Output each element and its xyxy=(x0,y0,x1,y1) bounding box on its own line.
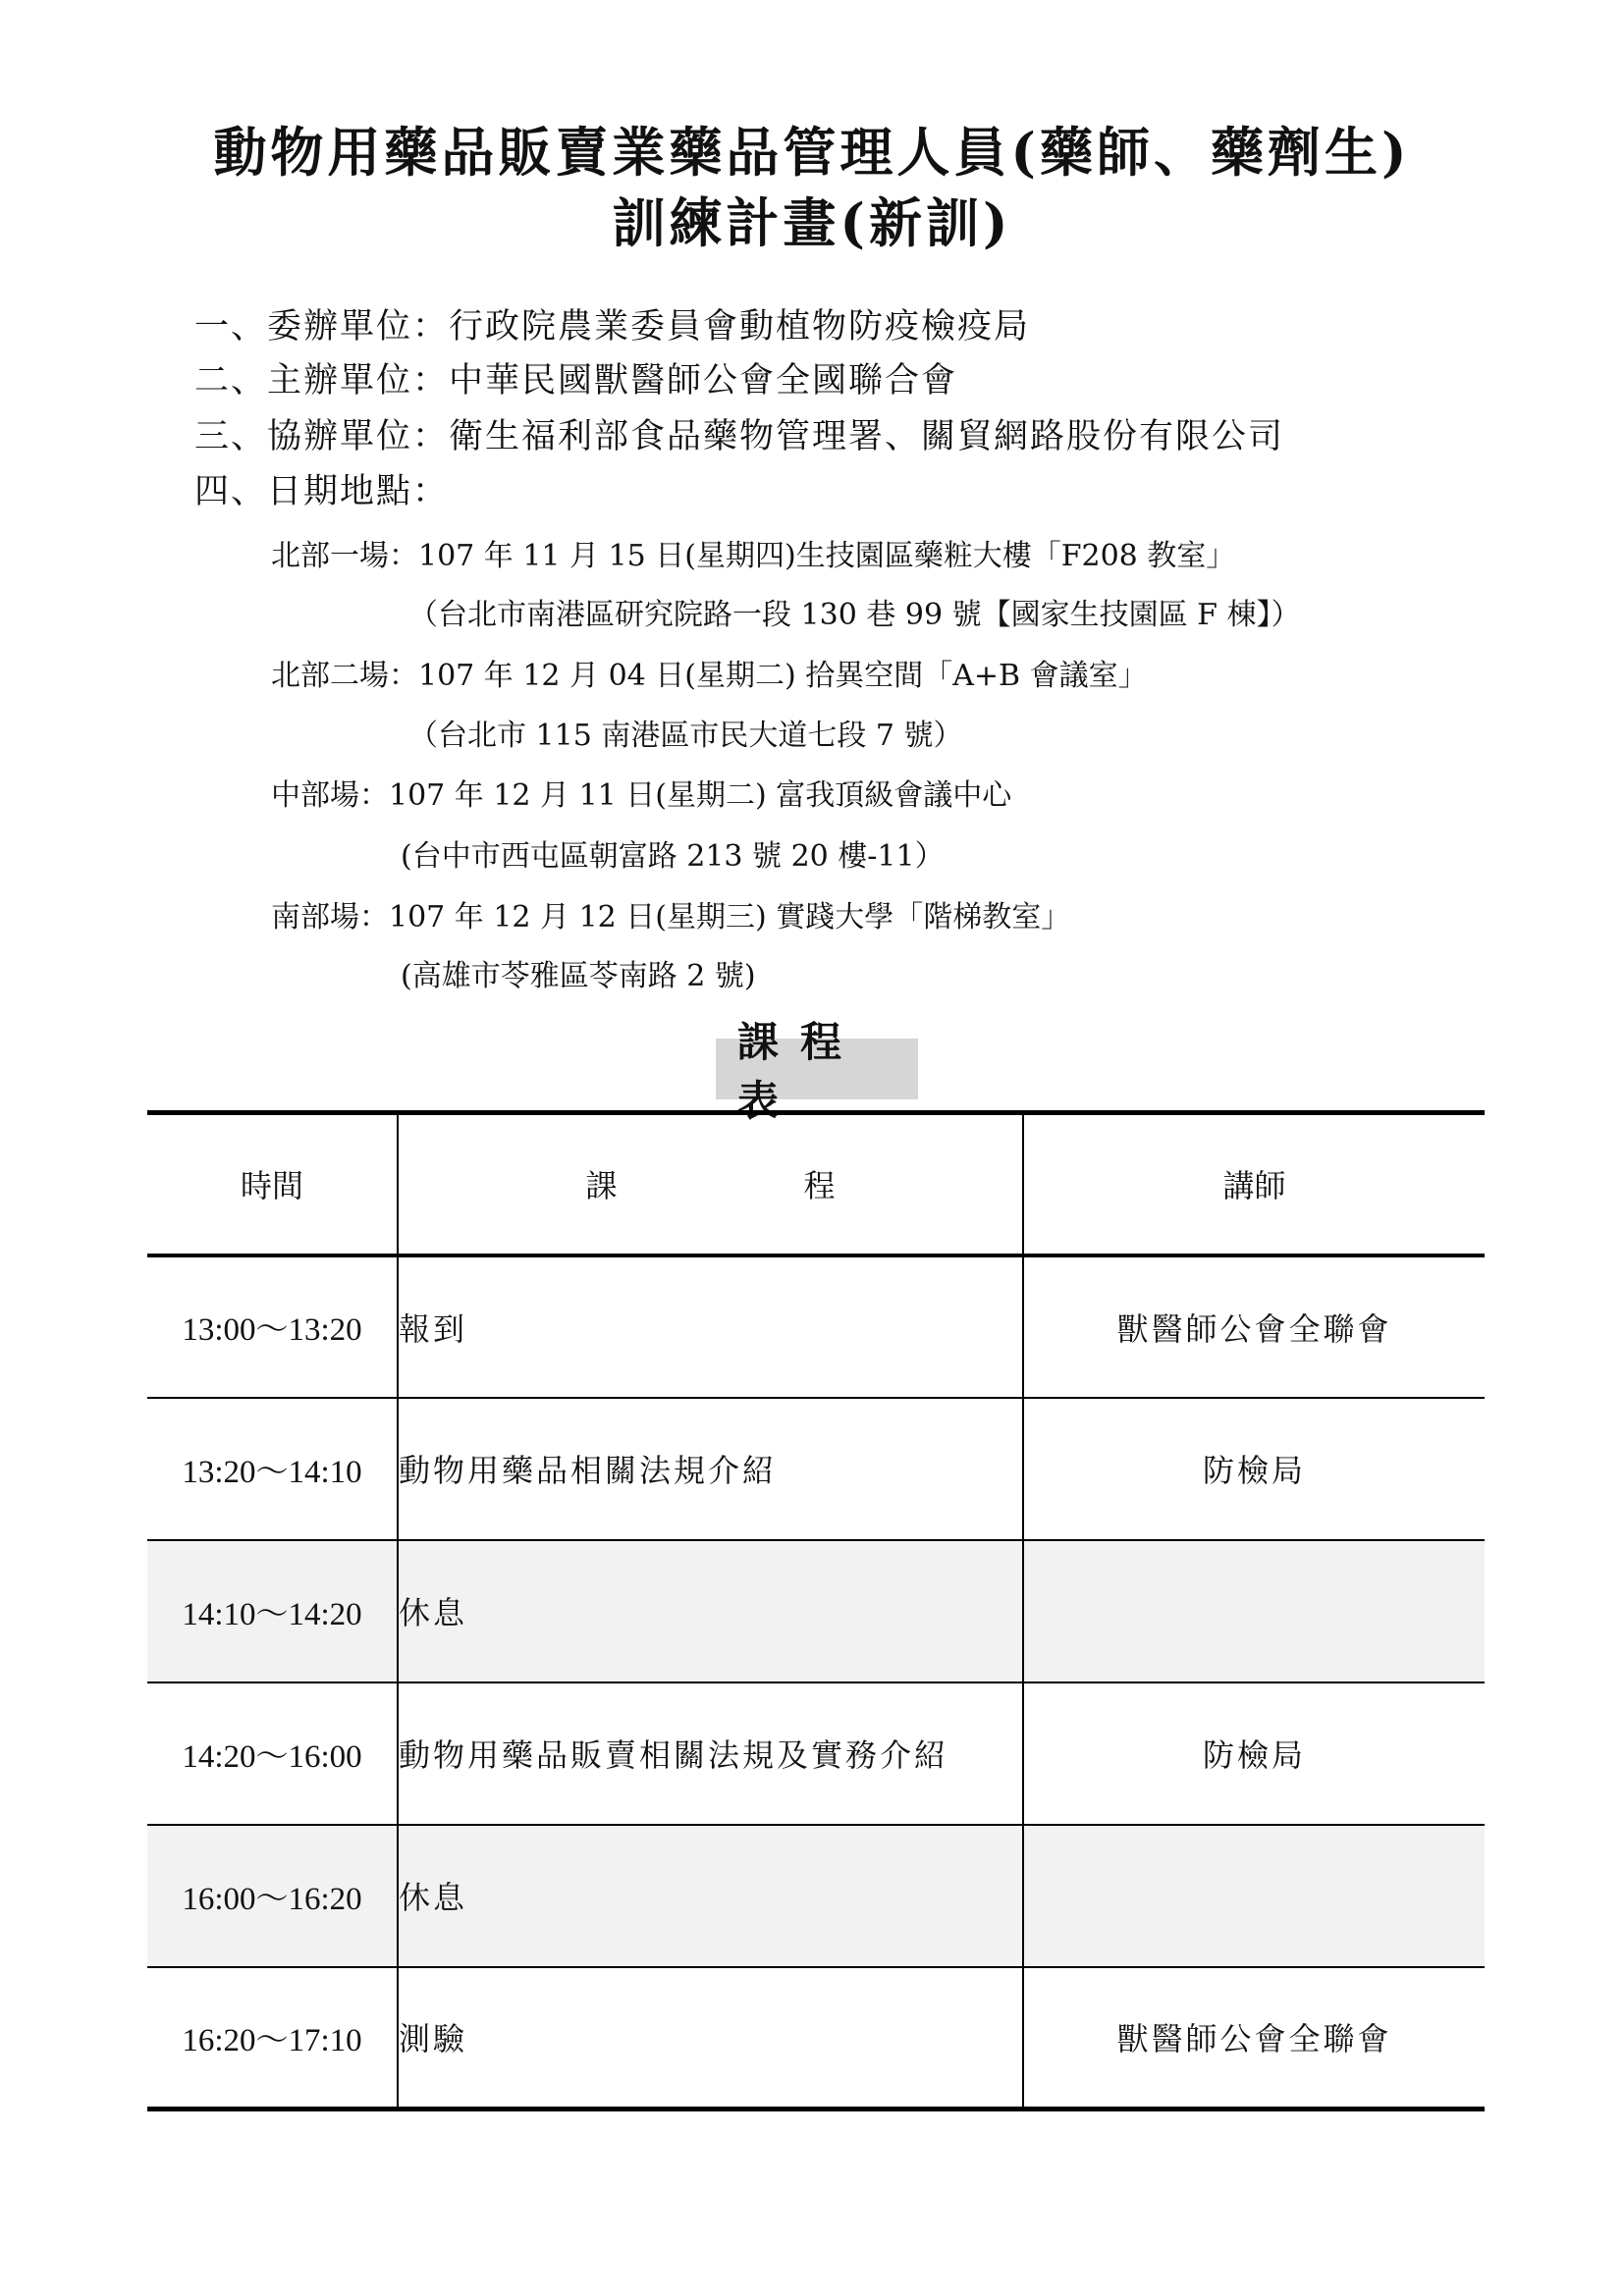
session-north-1-address: （台北市南港區研究院路一段 130 巷 99 號【國家生技園區 F 棟】） xyxy=(408,598,1301,632)
header-course-label: 課程 xyxy=(585,1167,1022,1205)
row-instructor: 獸醫師公會全聯會 xyxy=(1023,1255,1485,1398)
document-title-line-1: 動物用藥品販賣業藥品管理人員(藥師、藥劑生) xyxy=(213,121,1411,184)
row-course: 動物用藥品販賣相關法規及實務介紹 xyxy=(398,1682,1023,1825)
info-line-co-organizer: 三、協辦單位：衛生福利部食品藥物管理署、關貿網路股份有限公司 xyxy=(194,417,1285,456)
table-row xyxy=(147,1255,1485,1398)
row-time: 14:20～16:00 xyxy=(147,1682,398,1825)
row-time: 13:00～13:20 xyxy=(147,1255,398,1398)
row-course: 報到 xyxy=(398,1255,1023,1398)
row-time: 16:20～17:10 xyxy=(147,1967,398,2109)
schedule-header-row xyxy=(147,1113,1485,1255)
info-line-organizer: 二、主辦單位：中華民國獸醫師公會全國聯合會 xyxy=(194,361,958,400)
row-instructor xyxy=(1023,1540,1485,1682)
session-north-2-address: （台北市 115 南港區市民大道七段 7 號） xyxy=(408,719,963,753)
info-line-commissioning-unit: 一、委辦單位：行政院農業委員會動植物防疫檢疫局 xyxy=(194,307,1031,347)
header-instructor: 講師 xyxy=(1023,1113,1485,1255)
row-course: 休息 xyxy=(398,1540,1023,1682)
table-row xyxy=(147,1825,1485,1967)
row-course: 動物用藥品相關法規介紹 xyxy=(398,1398,1023,1540)
row-instructor: 防檢局 xyxy=(1023,1682,1485,1825)
session-north-2: 北部二場：107 年 12 月 04 日(星期二) 拾異空間「A+B 會議室」 xyxy=(271,659,1148,693)
header-time: 時間 xyxy=(147,1113,398,1255)
row-course: 休息 xyxy=(398,1825,1023,1967)
row-instructor: 獸醫師公會全聯會 xyxy=(1023,1967,1485,2109)
schedule-title: 課程表 xyxy=(716,1039,918,1099)
session-south-address: (高雄市苓雅區苓南路 2 號) xyxy=(401,959,756,993)
row-time: 14:10～14:20 xyxy=(147,1540,398,1682)
header-course xyxy=(398,1113,1023,1255)
row-time: 13:20～14:10 xyxy=(147,1398,398,1540)
session-north-1: 北部一場：107 年 11 月 15 日(星期四)生技園區藥粧大樓「F208 教室」 xyxy=(271,539,1236,573)
table-row xyxy=(147,1967,1485,2109)
row-time: 16:00～16:20 xyxy=(147,1825,398,1967)
session-central: 中部場：107 年 12 月 11 日(星期二) 富我頂級會議中心 xyxy=(271,778,1012,813)
table-row xyxy=(147,1398,1485,1540)
info-line-date-location: 四、日期地點： xyxy=(194,472,450,511)
row-instructor xyxy=(1023,1825,1485,1967)
session-south: 南部場：107 年 12 月 12 日(星期三) 實踐大學「階梯教室」 xyxy=(271,900,1071,934)
table-row xyxy=(147,1540,1485,1682)
row-instructor: 防檢局 xyxy=(1023,1398,1485,1540)
session-central-address: (台中市西屯區朝富路 213 號 20 樓-11） xyxy=(401,839,945,874)
schedule-table xyxy=(147,1110,1485,2111)
table-row xyxy=(147,1682,1485,1825)
document-title-line-2: 訓練計畫(新訓) xyxy=(612,191,1012,254)
row-course: 測驗 xyxy=(398,1967,1023,2109)
